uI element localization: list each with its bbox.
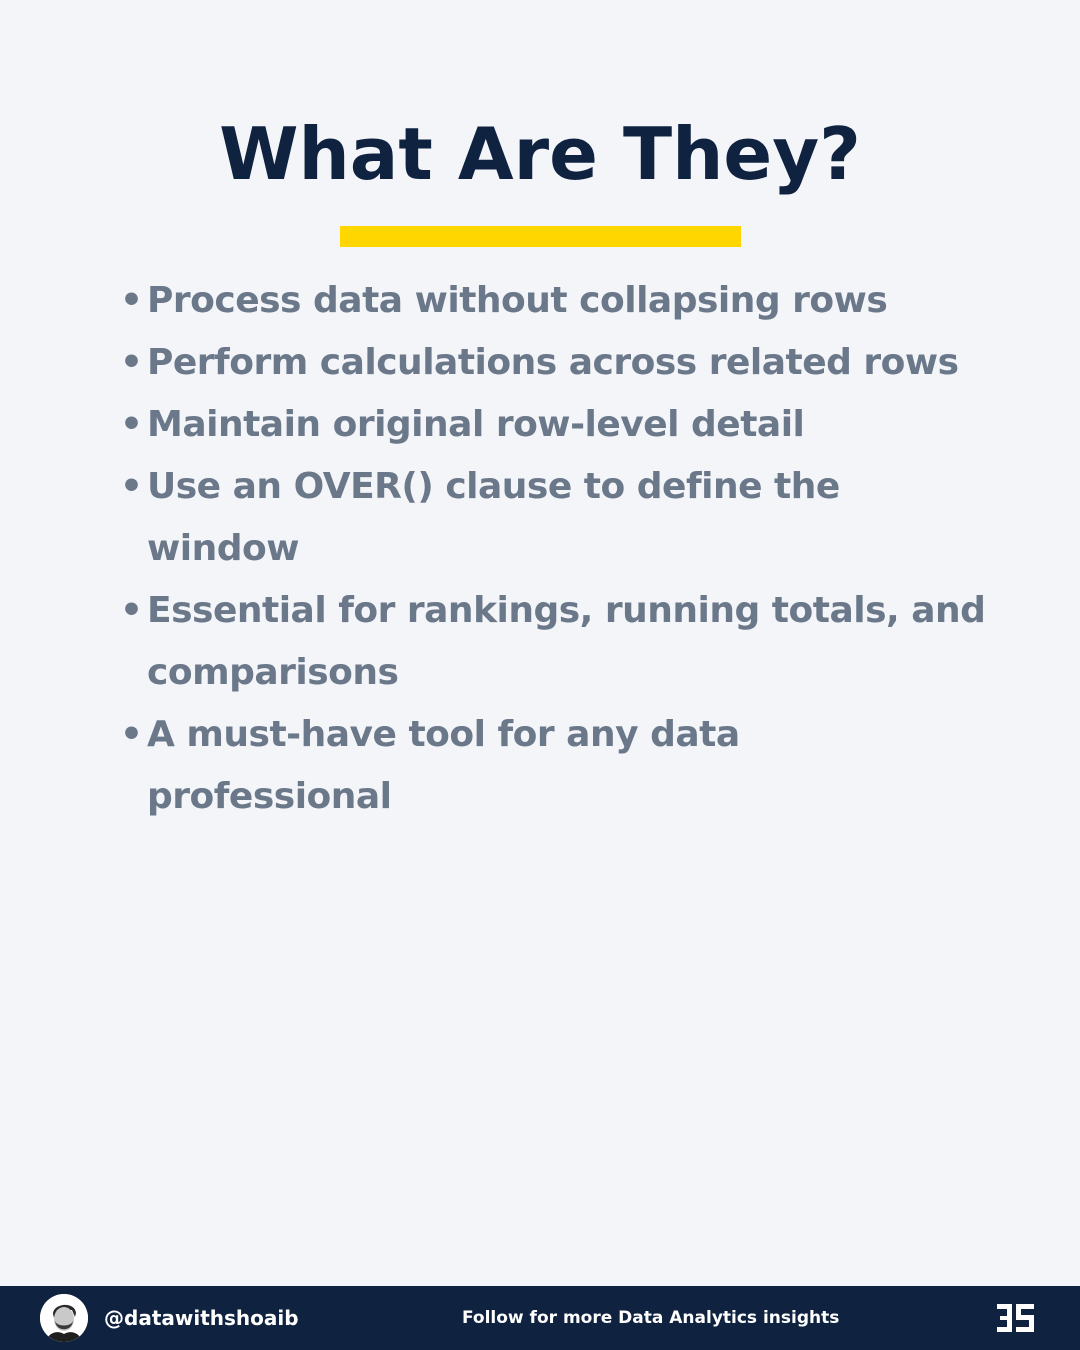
list-item bbox=[120, 704, 1000, 828]
bullet-text: Use an OVER() clause to define the window bbox=[147, 466, 840, 569]
logo-left-glyph bbox=[997, 1304, 1012, 1332]
bullet-text: Perform calculations across related rows bbox=[147, 342, 959, 383]
bullet-text: Essential for rankings, running totals, and comparisons bbox=[147, 590, 986, 693]
page-title: What Are They? bbox=[219, 112, 861, 196]
profile-avatar[interactable] bbox=[40, 1294, 88, 1342]
follow-cta-text: Follow for more Data Analytics insights bbox=[462, 1308, 840, 1328]
logo-right-glyph bbox=[1016, 1304, 1034, 1332]
brand-logo-icon bbox=[996, 1302, 1036, 1334]
title-underline-rect bbox=[340, 226, 741, 247]
bullet-list bbox=[120, 270, 1000, 828]
bullet-marker: • bbox=[120, 590, 143, 631]
list-item bbox=[120, 394, 1000, 456]
bullet-marker: • bbox=[120, 404, 143, 445]
bullet-marker: • bbox=[120, 342, 143, 383]
bullet-text: Maintain original row-level detail bbox=[147, 404, 805, 445]
bullet-text: A must-have tool for any data professional bbox=[147, 714, 740, 817]
title-underline bbox=[340, 226, 741, 247]
bullet-marker: • bbox=[120, 714, 143, 755]
bullet-text: Process data without collapsing rows bbox=[147, 280, 888, 321]
bullet-marker: • bbox=[120, 280, 143, 321]
list-item bbox=[120, 580, 1000, 704]
list-item bbox=[120, 456, 1000, 580]
list-item bbox=[120, 270, 1000, 332]
bullet-marker: • bbox=[120, 466, 143, 507]
footer-bar bbox=[0, 1286, 1080, 1350]
social-handle[interactable]: @datawithshoaib bbox=[104, 1306, 299, 1330]
avatar-icon bbox=[40, 1294, 88, 1342]
list-item bbox=[120, 332, 1000, 394]
